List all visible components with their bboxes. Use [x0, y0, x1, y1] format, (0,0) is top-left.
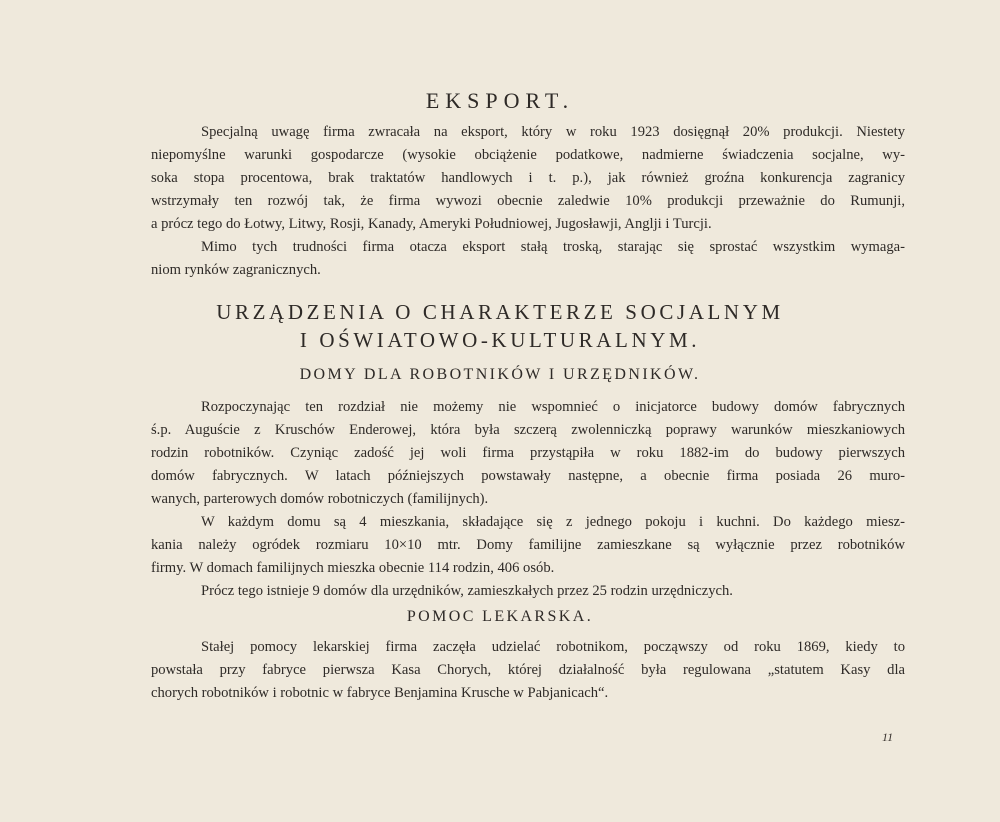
text-line: chorych robotników i robotnic w fabryce Benjamina Krusche w Pabjanicach“. — [151, 685, 609, 701]
text-line: niom rynków zagranicznych. — [151, 262, 321, 278]
text-line: Prócz tego istnieje 9 domów dla urzędników, zamieszkałych przez 25 rodzin urzędniczych. — [201, 583, 733, 599]
text-line: powstała przy fabryce pierwsza Kasa Chorych, której działalność była regulowana „statutem Kasy dla — [151, 662, 905, 678]
text-line: domów fabrycznych. W latach późniejszych powstawały następne, a obecnie firma posiada 26 muro- — [151, 468, 905, 484]
section-title-social-line1: URZĄDZENIA O CHARAKTERZE SOCJALNYM — [216, 300, 784, 324]
text-line: ś.p. Auguście z Kruschów Enderowej, która była szczerą zwolenniczką poprawy warunków mieszkaniowych — [151, 422, 905, 438]
housing-paragraph — [151, 396, 905, 603]
section-title-social-line2: I OŚWIATOWO-KULTURALNYM. — [299, 328, 701, 352]
export-paragraph — [151, 121, 905, 282]
medical-paragraph — [151, 636, 905, 705]
page-number: 11 — [882, 730, 894, 744]
text-line: firmy. W domach familijnych mieszka obecnie 114 rodzin, 406 osób. — [151, 560, 555, 576]
text-line: a prócz tego do Łotwy, Litwy, Rosji, Kanady, Ameryki Południowej, Jugosławji, Anglji i Turcji. — [151, 216, 712, 232]
text-line: soka stopa procentowa, brak traktatów handlowych i t. p.), jak również groźna konkurencja zagranicy — [151, 170, 905, 186]
text-line: wanych, parterowych domów robotniczych (familijnych). — [151, 491, 489, 507]
text-line: Specjalną uwagę firma zwracała na eksport, który w roku 1923 dosięgnął 20% produkcji. Niestety — [201, 124, 905, 140]
text-line: niepomyślne warunki gospodarcze (wysokie obciążenie podatkowe, nadmierne świadczenia socjalne, wy- — [151, 147, 905, 163]
text-line: Mimo tych trudności firma otacza eksport stałą troską, starając się sprostać wszystkim wymaga- — [201, 239, 905, 255]
subsection-title-medical: POMOC LEKARSKA. — [406, 608, 594, 625]
text-line: rodzin robotników. Czyniąc zadość jej woli firma przystąpiła w roku 1882-im do budowy pierwszych — [151, 445, 905, 461]
text-line: Rozpoczynając ten rozdział nie możemy nie wspomnieć o inicjatorce budowy domów fabrycznych — [201, 399, 905, 415]
text-line: wstrzymały ten rozwój tak, że firma wywozi obecnie zaledwie 10% produkcji przeważnie do Rumunji, — [151, 193, 905, 209]
subsection-title-housing: DOMY DLA ROBOTNIKÓW I URZĘDNIKÓW. — [299, 366, 701, 383]
text-line: W każdym domu są 4 mieszkania, składające się z jednego pokoju i kuchni. Do każdego miesz- — [201, 514, 905, 530]
section-title-export: EKSPORT. — [425, 88, 575, 113]
text-line: Stałej pomocy lekarskiej firma zaczęła udzielać robotnikom, począwszy od roku 1869, kiedy to — [201, 639, 905, 655]
text-line: kania należy ogródek rozmiaru 10×10 mtr. Domy familijne zamieszkane są wyłącznie przez robotników — [151, 537, 905, 553]
